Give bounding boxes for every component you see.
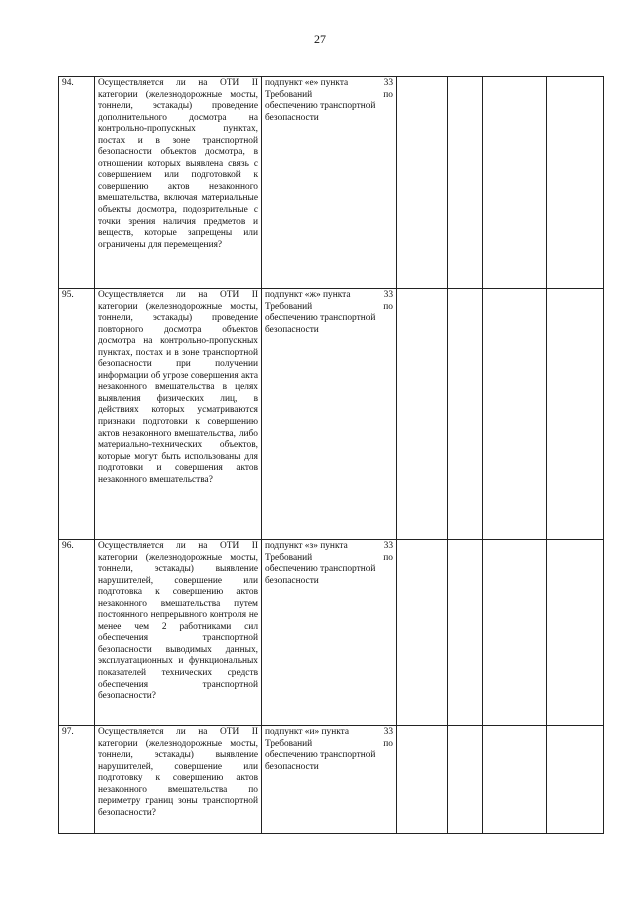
checklist-table xyxy=(58,76,604,834)
table-row xyxy=(59,77,604,289)
question-text: Осуществляется ли на ОТИ II категории (железнодорожные мосты, тоннели, эстакады) выявление нарушителей, совершение или подготовку к совершению актов незаконного вмешательства по периметру границ зоны транспортной безопасности? xyxy=(95,726,262,834)
requirement-reference xyxy=(262,540,397,726)
row-number: 96. xyxy=(59,540,95,726)
notes-cell[interactable] xyxy=(547,540,604,726)
ref-doc: Требований xyxy=(265,738,313,749)
ref-point: 33 xyxy=(383,78,393,88)
row-number: 97. xyxy=(59,726,95,834)
page-number: 27 xyxy=(314,32,326,46)
notes-cell[interactable] xyxy=(547,726,604,834)
requirement-reference xyxy=(262,726,397,834)
answer-cell-yes[interactable] xyxy=(397,540,448,726)
ref-point: 33 xyxy=(383,727,393,737)
requirement-reference xyxy=(262,289,397,540)
answer-cell-na[interactable] xyxy=(483,77,547,289)
answer-cell-no[interactable] xyxy=(448,726,483,834)
ref-clause: подпункт «з» пункта xyxy=(265,541,348,551)
ref-clause: подпункт «и» пункта xyxy=(265,727,350,737)
answer-cell-na[interactable] xyxy=(483,289,547,540)
ref-po: по xyxy=(383,301,393,312)
ref-doc: Требований xyxy=(265,301,313,312)
notes-cell[interactable] xyxy=(547,77,604,289)
answer-cell-no[interactable] xyxy=(448,289,483,540)
ref-po: по xyxy=(383,552,393,563)
answer-cell-yes[interactable] xyxy=(397,77,448,289)
answer-cell-na[interactable] xyxy=(483,726,547,834)
question-text: Осуществляется ли на ОТИ II категории (железнодорожные мосты, тоннели, эстакады) выявление нарушителей, совершение или подготовка к совершению актов незаконного вмешательства путем постоянного непрерывного контроля не менее чем 2 работниками сил обеспечения транспортной безопасности выводимых данных, эксплуатационных и функциональных показателей технических средств обеспечения транспортной безопасности? xyxy=(95,540,262,726)
ref-rest: обеспечению транспортной безопасности xyxy=(265,101,376,123)
answer-cell-no[interactable] xyxy=(448,540,483,726)
row-number: 95. xyxy=(59,289,95,540)
table-row xyxy=(59,540,604,726)
question-text: Осуществляется ли на ОТИ II категории (железнодорожные мосты, тоннели, эстакады) проведение повторного досмотра объектов досмотра на контрольно-пропускных пунктах, постах и в зоне транспортной безопасности при получении информации об угрозе совершения акта незаконного вмешательства в целях выявления физических лиц, в действиях которых усматриваются признаки подготовки к совершению актов незаконного вмешательства, либо материально-технических объектов, которые могут быть использованы для подготовки и совершения актов незаконного вмешательства? xyxy=(95,289,262,540)
ref-clause: подпункт «ж» пункта xyxy=(265,290,351,300)
ref-doc: Требований xyxy=(265,552,313,563)
answer-cell-yes[interactable] xyxy=(397,726,448,834)
ref-po: по xyxy=(383,89,393,100)
ref-clause: подпункт «е» пункта xyxy=(265,78,349,88)
ref-point: 33 xyxy=(383,290,393,300)
table-row xyxy=(59,726,604,834)
table-row xyxy=(59,289,604,540)
ref-doc: Требований xyxy=(265,89,313,100)
row-number: 94. xyxy=(59,77,95,289)
notes-cell[interactable] xyxy=(547,289,604,540)
ref-rest: обеспечению транспортной безопасности xyxy=(265,564,376,586)
ref-point: 33 xyxy=(383,541,393,551)
ref-rest: обеспечению транспортной безопасности xyxy=(265,750,376,772)
requirement-reference xyxy=(262,77,397,289)
ref-po: по xyxy=(383,738,393,749)
ref-rest: обеспечению транспортной безопасности xyxy=(265,313,376,335)
question-text: Осуществляется ли на ОТИ II категории (железнодорожные мосты, тоннели, эстакады) проведение дополнительного досмотра на контрольно-пропускных пунктах, постах и в зоне транспортной безопасности объектов досмотра, в отношении которых выявлена связь с совершением или подготовкой к совершению актов незаконного вмешательства, включая материальные объекты досмотра, подозрительные с точки зрения наличия предметов и веществ, которые запрещены или ограничены для перемещения? xyxy=(95,77,262,289)
answer-cell-no[interactable] xyxy=(448,77,483,289)
answer-cell-yes[interactable] xyxy=(397,289,448,540)
answer-cell-na[interactable] xyxy=(483,540,547,726)
